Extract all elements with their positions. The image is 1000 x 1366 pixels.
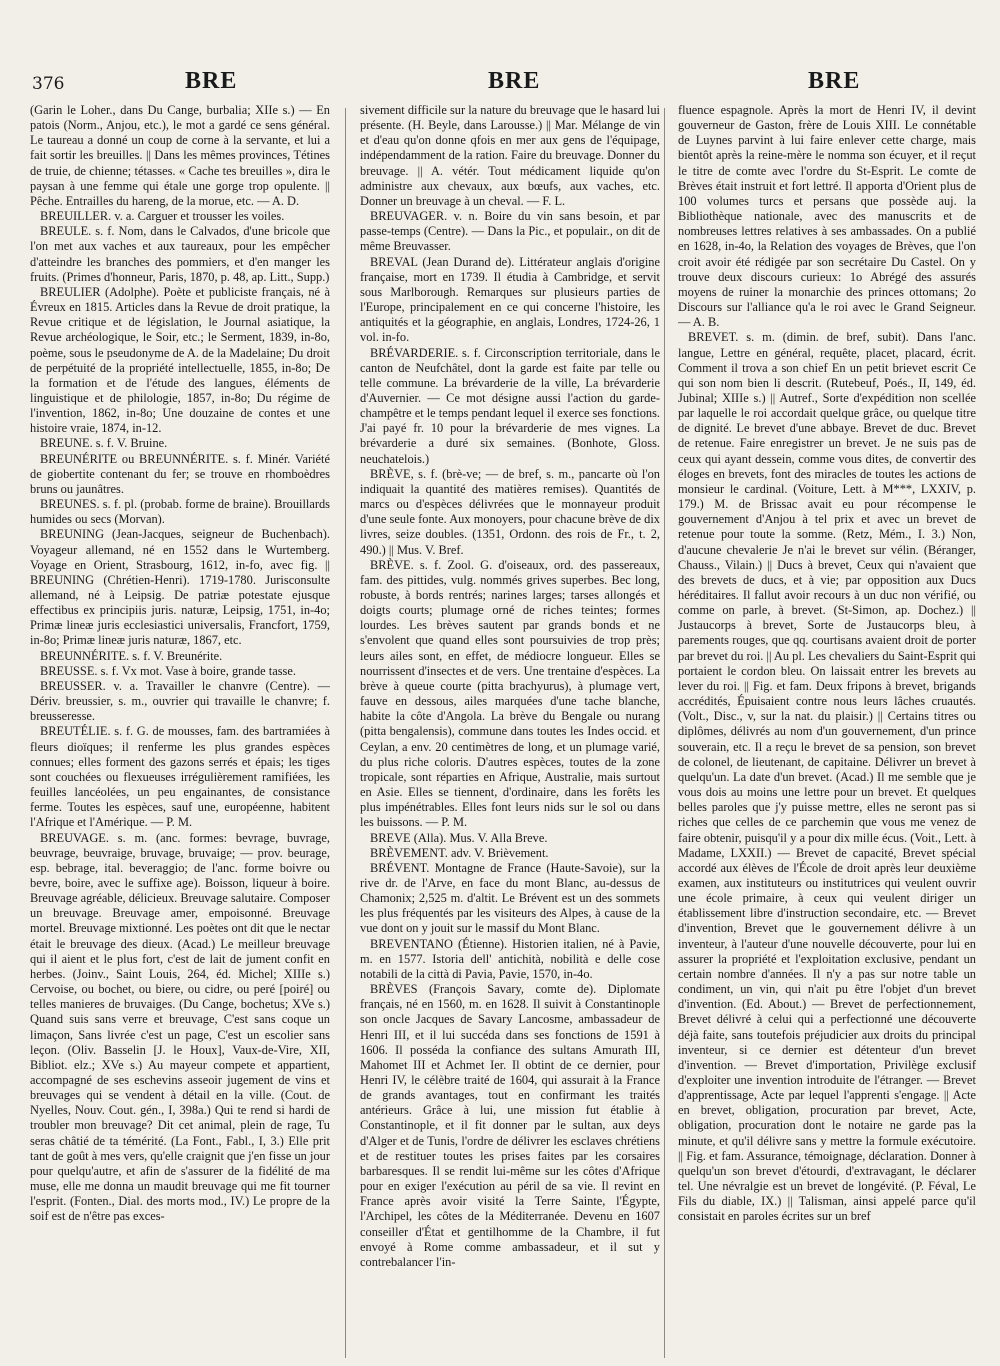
entry-paragraph: fluence espagnole. Après la mort de Henri IV, il devint gouverneur de Gaston, frère de Louis XIII. Le connétable de Luynes parvint à lui faire enlever cette charge, mais bientôt après la reine-mère le nomma son écuyer, et il reçut le titre de comte avec l'ordre du St-Esprit. Le comte de Brèves était instruit et fort lettré. Il apporta d'Orient plus de 100 volumes turcs et persans que possède auj. la Bibliothèque nationale, avec des manuscrits et de nombreuses lettres relatives à ses ambassades. On a publié en 1628, in-4o, la Relation des voyages de Brèves, que l'on croit avoir été rédigée par son secrétaire Du Castel. On y trouve deux discours curieux: 1o Abrégé des assurés moyens de ruiner la monarchie des princes ottomans; 2o Discours sur l'alliance qu'a le roi avec le Grand Seigneur. — A. B. xyxy=(678,103,976,330)
running-head-right: BRE xyxy=(808,68,861,94)
text-column-right xyxy=(678,103,976,1363)
page-number: 376 xyxy=(32,74,65,94)
entry-paragraph: BREUNES. s. f. pl. (probab. forme de braine). Brouillards humides ou secs (Morvan). xyxy=(30,497,330,527)
entry-paragraph: BREUSSER. v. a. Travailler le chanvre (Centre). — Dériv. breussier, s. m., ouvrier qui travaille le chanvre; f. breusseresse. xyxy=(30,678,330,724)
entry-paragraph: (Garin le Loher., dans Du Cange, burbalia; XIIe s.) — En patois (Norm., Anjou, etc.), le mot a gardé ce sens général. Le taureau a donné un coup de corne à la servante, et lui a fait sortir les breuilles. || Dans les mêmes provinces, Tétines de truie, de chienne; tétasses. « Cache tes breuilles », dira le paysan à une femme qui étale une gorge trop opulente. || Pêche. Entrailles du hareng, de la morue, etc. — A. D. xyxy=(30,103,330,208)
entry-paragraph: sivement difficile sur la nature du breuvage que le hasard lui présente. (H. Beyle, dans Larousse.) || Mar. Mélange de vin et d'eau qu'on donne qfois en mer aux gens de l'équipage, indépendamment de la ration. Faire du breuvage. Donner du breuvage. || A. vétér. Tout médicament liquide qu'on administre aux chevaux, aux bœufs, aux vaches, etc. Donner un breuvage à un cheval. — F. L. xyxy=(360,103,660,208)
running-head-center: BRE xyxy=(488,68,541,94)
entry-paragraph: BREUNÉRITE ou BREUNNÉRITE. s. f. Minér. Variété de giobertite contenant du fer; se trouve en rhomboèdres bruns ou jaunâtres. xyxy=(30,451,330,496)
entry-paragraph: BREVE (Alla). Mus. V. Alla Breve. xyxy=(370,830,548,845)
entry-paragraph: BRÈVEMENT. adv. V. Brièvement. xyxy=(370,845,549,860)
column-divider xyxy=(345,108,346,1358)
entry-paragraph: BREUILLER. v. a. Carguer et trousser les voiles. xyxy=(40,209,285,224)
entry-paragraph: BREVET. s. m. (dimin. de bref, subit). Dans l'anc. langue, Lettre en général, requête, placet, placard, écrit. Comment il trova a son chief En un petit brievet escrit Ce qui son nom bien li descrit. (Rutebeuf, Poés., II, 149, éd. Jubinal; XIIIe s.) || Autref., Sorte d'expédition non scellée par laquelle le roi accordait quelque grâce, ou quelque titre de dignité. Le brevet d'une abbaye. Brevet de duc. Brevet de retenue. Faire enregistrer un brevet. Je ne suis pas de ceux qui ayant dessein, comme vous dites, de convertir des éloges en brevets, font des miracles de toutes les actions de monsieur le cardinal. (Voiture, Lett. à M***, LXXIV, p. 179.) M. de Brissac avait eu pour récompense le gouvernement d'Anjou à tel prix et avec un brevet de retenue pour toute la somme. (Retz, Mém., I. 3.) Non, d'aucune chevalerie Je n'ai le brevet sur vélin. (Béranger, Chauss., Vilain.) || Ducs à brevet, Ceux qui n'avaient que des brevets de ducs, et à vie; par opposition aux Ducs héréditaires. Il fallut avoir recours à un duc non vérifié, ou comme on parle, à brevet. (St-Simon, ap. Dochez.) || Justaucorps à brevet, Sorte de Justaucorps bleu, à parements rouges, que qq. courtisans avaient droit de porter par brevet du roi. || Au pl. Les chevaliers du Saint-Esprit qui portaient le cordon bleu. On laissait entrer les brevets au lever du roi. || Fig. et fam. Deux fripons à brevet, brigands accrédités, Épuisaient contre nous leurs lâches cruautés. (Volt., Disc., v, sur la nat. du plaisir.) || Certains titres ou diplômes, délivrés au nom d'un gouvernement, d'un prince souverain, etc. Il a reçu le brevet de sa pension, son brevet de colonel, de lieutenant, de capitaine. Délivrer un brevet à quelqu'un. La date d'un brevet. (Acad.) Il me semble que je vous dois au moins une lettre pour un brevet. Et quelques belles paroles que j'y puisse mettre, elles ne seront pas si riches que celles de ce parchemin que vous me venez de faire obtenir, puisqu'il y a pour dix mille écus. (Voit., Lett. à Madame, LXXII.) — Brevet de capacité, Brevet spécial accordé aux élèves de l'École de droit après leur deuxième examen, aux instituteurs ou institutrices qui veulent ouvrir une école primaire, à ceux qui veulent diriger un établissement libre d'instruction secondaire, etc. — Brevet d'invention, Brevet que le gouvernement délivre à un inventeur, à l'auteur d'une nouvelle découverte, pour lui en assurer la propriété et l'exploitation exclusive, pendant un certain nombre d'années. Il n'y a pas sur notre table un condiment, un vin, qui n'ait pu être l'objet d'un brevet d'invention. (Ed. About.) — Brevet de perfectionnement, Brevet délivré à celui qui a perfectionné une découverte déjà faite, sans toutefois préjudicier aux droits du principal inventeur, si ce dernier est détenteur d'un brevet d'invention. — Brevet d'importation, Privilège exclusif d'exploiter une invention introduite de l'étranger. — Brevet d'apprentissage, Acte par lequel l'apprenti s'engage. || Acte en brevet, obligation, procuration par brevet, Acte, obligation, procuration dont le notaire ne garde pas la minute, et qu'il délivre sans y mettre la formule exécutoire. || Fig. et fam. Assurance, témoignage, déclaration. Donner à quelqu'un son brevet d'étourdi, d'extravagant, le déclarer tel. Une névralgie est un brevet de longévité. (P. Féval, Le Fils du diable, IX.) || Talisman, ainsi appelé parce qu'il consistait en paroles écrites sur un bref xyxy=(678,330,976,1224)
entry-paragraph: BREUNE. s. f. V. Bruine. xyxy=(40,436,168,451)
entry-paragraph: BREVAL (Jean Durand de). Littérateur anglais d'origine française, mort en 1739. Il étudia à Cambridge, et servit sous Marlborough. Remarques sur plusieurs parties de l'Europe, principalement en ce qui concerne l'histoire, les antiquités et la géographie, en anglais, Londres, 1724-26, 1 vol. in-fo. xyxy=(360,254,660,345)
entry-paragraph: BREVENTANO (Étienne). Historien italien, né à Pavie, m. en 1577. Istoria dell' antichità, nobilità e delle cose notabili de la città di Pavia, Pavie, 1570, in-4o. xyxy=(360,936,660,981)
text-column-left xyxy=(30,103,330,1363)
entry-paragraph: BREUTÉLIE. s. f. G. de mousses, fam. des bartramiées à fleurs dioïques; il renferme les plus grandes espèces connues; elles forment des gazons serrés et épais; les tiges sont couchées ou flexueuses irrégulièrement ramifiées, les feuilles lancéolées, un peu engainantes, de consistance ferme. Toutes les espèces, sauf une, européenne, habitent l'Afrique et l'Amérique. — P. M. xyxy=(30,724,330,830)
entry-paragraph: BREUVAGE. s. m. (anc. formes: bevrage, buvrage, beuvrage, beuvraige, bruvage, bruvaige; — prov. beurage, esp. bebrage, ital. beveraggio; de l'anc. forme boivre ou bevre, boire, avec le suffixe age). Boisson, liqueur à boire. Breuvage agréable, délicieux. Breuvage salutaire. Composer un breuvage. Breuvage amer, empoisonné. Breuvage mortel. Breuvage mixtionné. Les poètes ont dit que le nectar était le breuvage des dieux. (Acad.) Le meilleur breuvage qui il aient et le plus fort, c'est de lait de jument confit en herbes. (Joinv., Saint Louis, 264, éd. Michel; XIIIe s.) Cervoise, ou bochet, ou biere, ou cidre, ou peré [poiré] ou telles manieres de bruvaiges. (Du Cange, bochetus; XVe s.) Quand suis sans verre et breuvage, C'est sans coque un limaçon, Sans livrée c'est un page, C'est un escolier sans leçon. (Oliv. Basselin [J. le Houx], Vaux-de-Vire, XII, Bibliot. elz.; XVe s.) Au mayeur compete et appartient, accompagné de ses eschevins asseoir jugement de vins et breuvages qui se vendent à détail en la ville. (Cout. de Nyelles, Nouv. Cout. gén., I, 398a.) Qui te rend si hardi de troubler mon breuvage? Dit cet animal, plein de rage, Tu seras châtié de ta témérité. (La Font., Fabl., I, 3.) Elle prit tant de goût à mes vers, qu'elle craignit que j'en fisse un jour pour quelqu'autre, et afin de s'assurer de la fidélité de ma muse, elle me donna un maudit breuvage qui me fit tourner l'esprit. (Fonten., Dial. des morts mod., IV.) Le propre de la soif est de n'être pas exces- xyxy=(30,830,330,1224)
entry-paragraph: BREULE. s. f. Nom, dans le Calvados, d'une bricole que l'on met aux vaches et aux taureaux, pour les empêcher d'atteindre les branches des pommiers, et d'en manger les fruits. (Primes d'honneur, Paris, 1870, p. 48, ap. Litt., Supp.) xyxy=(30,224,330,284)
entry-paragraph: BRÈVE, s. f. (brè-ve; — de bref, s. m., pancarte où l'on indiquait la quantité des matières remises). Quantités de marcs ou d'espèces délivrées que le monnayeur produit d'une seule fonte. Aux monoyers, pour chacune brève de dix livres, seize doubles. (1351, Ordonn. des rois de Fr., t. 2, 490.) || Mus. V. Bref. xyxy=(360,466,660,557)
entry-paragraph: BREULIER (Adolphe). Poète et publiciste français, né à Évreux en 1815. Articles dans la Revue de droit pratique, la Revue critique et de législation, le Journal asiatique, la Revue archéologique, le Soir, etc.; le Serment, 1839, in-8o, poème, sous le pseudonyme de A. de la Madelaine; Du droit de perpétuité de la propriété intellectuelle, 1855, in-8o; De la formation et de l'étude des langues, éléments de linguistique et de philologie, 1857, in-8o; Du régime de l'invention, 1862, in-8o; Une douzaine de contes et une histoire vraie, 1874, in-12. xyxy=(30,284,330,436)
entry-paragraph: BRÉVENT. Montagne de France (Haute-Savoie), sur la rive dr. de l'Arve, en face du mont Blanc, au-dessus de Chamonix; 2,525 m. d'altit. Le Brévent est un des sommets les plus fréquentés par les visiteurs des Alpes, à cause de la vue dont on y jouit sur le massif du Mont Blanc. xyxy=(360,860,660,936)
text-column-middle xyxy=(360,103,660,1363)
column-divider xyxy=(664,108,665,1358)
entry-paragraph: BRÈVE. s. f. Zool. G. d'oiseaux, ord. des passereaux, fam. des pittides, vulg. nommés grives superbes. Bec long, robuste, à bords rentrés; narines larges; tarses allongés et doigts courts; plumage orné de riches teintes; formes lourdes. Les brèves sautent par grands bonds et ne s'envolent que quand elles sont poursuivies de trop près; leurs ailes sont, en effet, de médiocre longueur. Elles se nourrissent d'insectes et de vers. Une trentaine d'espèces. La brève à queue courte (pitta brachyurus), à plumage vert, fauve en dessous, ailes marquées d'une tache blanche, habite la côte d'Angola. La brève du Bengale ou nurang (pitta bengalensis), commune dans toutes les Indes occid. et Ceylan, a env. 20 centimètres de long, et un plumage varié, du plus riche coloris. D'autres espèces, toutes de la zone tropicale, sont réparties en Afrique, Australie, mais surtout en Asie. Elles se tiennent, d'ordinaire, dans les forêts les plus impénétrables. Elles font leurs nids sur le sol ou dans les buissons. — P. M. xyxy=(360,557,660,830)
running-header xyxy=(0,66,1000,102)
entry-paragraph: BREUSSE. s. f. Vx mot. Vase à boire, grande tasse. xyxy=(40,663,296,678)
entry-paragraph: BREUNNÉRITE. s. f. V. Breunérite. xyxy=(40,648,223,663)
entry-paragraph: BRÉVARDERIE. s. f. Circonscription territoriale, dans le canton de Neufchâtel, dont la garde est faite par telle ou telle commune. La brévarderie de la ville, La brévarderie d'Auvernier. — Ce mot désigne aussi l'action du garde-champêtre et le temps pendant lequel il exerce ses fonctions. J'ai payé fr. 10 pour la brévarderie de mes vignes. La brévarderie a duré six semaines. (Bonhote, Gloss. neuchatelois.) xyxy=(360,345,660,466)
entry-paragraph: BREUVAGER. v. n. Boire du vin sans besoin, et par passe-temps (Centre). — Dans la Pic., et populair., on dit de même Breuvasser. xyxy=(360,209,660,254)
entry-paragraph: BRÈVES (François Savary, comte de). Diplomate français, né en 1560, m. en 1628. Il suivit à Constantinople son oncle Jacques de Savary Lancosme, ambassadeur de Henri III, et il lui succéda dans ses fonctions de 1591 à 1606. Il posséda la confiance des sultans Amurath III, Mahomet III et Achmet Ier. Il obtint de ce dernier, pour Henri IV, le célèbre traité de 1604, qui assurait à la France de grands avantages, tout en confirmant les traités antérieurs. Grâce à lui, une mission fut établie à Constantinople, et il fit donner par le sultan, aux deys d'Alger et de Tunis, l'ordre de délivrer les esclaves chrétiens et de restituer toutes les prises faites par les corsaires barbaresques. Il se rendit lui-même sur les côtes d'Afrique pour en exiger l'exécution au péril de sa vie. Il revint en France après avoir visité la Terre Sainte, l'Égypte, l'Archipel, les côtes de la Méditerranée. Devenu en 1607 conseiller d'État et gentilhomme de la Chambre, il fut envoyé à Rome comme ambassadeur, et il sut y contrebalancer l'in- xyxy=(360,982,660,1269)
running-head-left: BRE xyxy=(185,68,238,94)
entry-paragraph: BREUNING (Jean-Jacques, seigneur de Buchenbach). Voyageur allemand, né en 1552 dans le Wurtemberg. Voyage en Orient, Strasbourg, 1612, in-fo, avec fig. || BREUNING (Chrétien-Henri). 1719-1780. Jurisconsulte allemand, né à Leipsig. De patriæ potestate ejusque effectibus ex principiis juris. naturæ, Leipsig, 1751, in-4o; Primæ lineæ juris ecclesiastici universalis, Francfort, 1759, in-8o; Primæ lineæ juris naturæ, 1867, etc. xyxy=(30,527,330,648)
